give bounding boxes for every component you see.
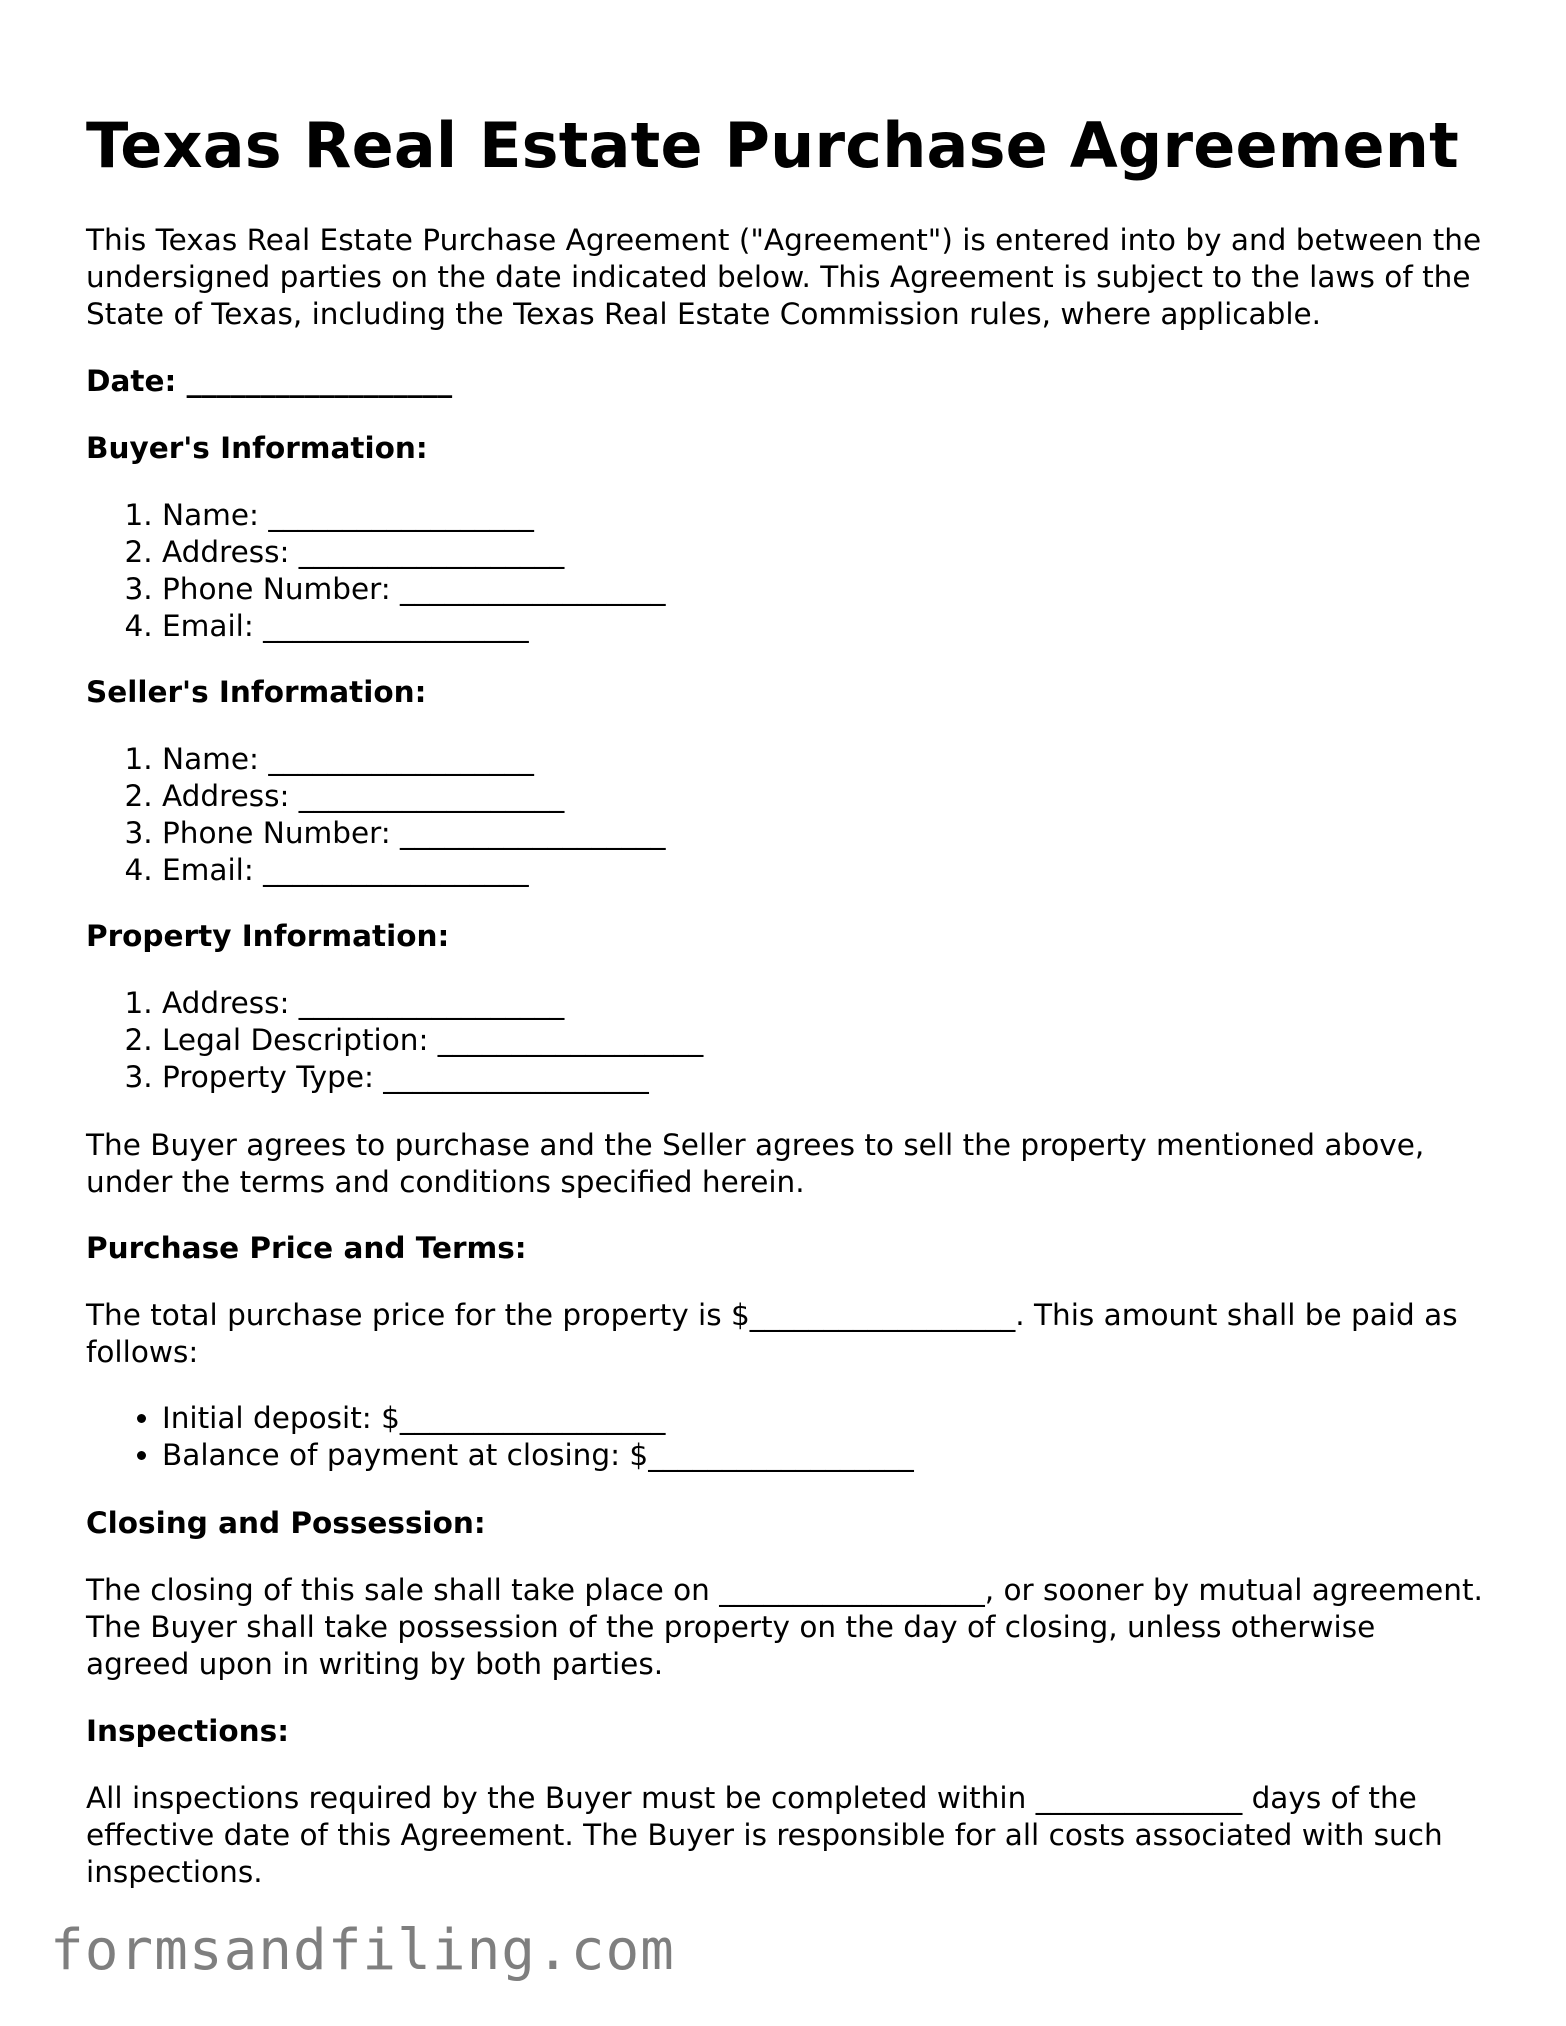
purchase-paragraph: The total purchase price for the property is $__________________. This amount shall be paid as follows:: [86, 1298, 1458, 1369]
buyer-info-list: [86, 497, 1486, 645]
watermark: formsandfiling.com: [50, 1918, 675, 1983]
initial-deposit-field: • Initial deposit: $__________________: [162, 1400, 1486, 1437]
property-heading: Property Information:: [86, 919, 450, 953]
seller-phone-field: 3. Phone Number: __________________: [162, 815, 1486, 852]
seller-email-field: 4. Email: __________________: [162, 852, 1486, 889]
buyer-heading: Buyer's Information:: [86, 431, 428, 465]
agreement-paragraph: The Buyer agrees to purchase and the Seller agrees to sell the property mentioned above, under the terms and conditions specified herein.: [86, 1128, 1425, 1199]
property-info-list: [86, 985, 1486, 1096]
intro-paragraph: This Texas Real Estate Purchase Agreement ("Agreement") is entered into by and between the undersigned parties on the date indicated below. This Agreement is subject to the laws of the State of Texas, including the Texas Real Estate Commission rules, where applicable.: [86, 223, 1482, 331]
property-address-field: 1. Address: __________________: [162, 985, 1486, 1022]
seller-info-list: [86, 741, 1486, 889]
buyer-phone-field: 3. Phone Number: __________________: [162, 571, 1486, 608]
closing-heading: Closing and Possession:: [86, 1506, 486, 1540]
payment-list: [86, 1400, 1486, 1474]
buyer-name-field: 1. Name: __________________: [162, 497, 1486, 534]
balance-payment-field: • Balance of payment at closing: $__________________: [162, 1437, 1486, 1474]
buyer-address-field: 2. Address: __________________: [162, 534, 1486, 571]
seller-heading: Seller's Information:: [86, 675, 427, 709]
property-type-field: 3. Property Type: __________________: [162, 1059, 1486, 1096]
inspections-heading: Inspections:: [86, 1714, 289, 1748]
purchase-heading: Purchase Price and Terms:: [86, 1231, 527, 1265]
date-field: Date: __________________: [86, 364, 453, 398]
seller-address-field: 2. Address: __________________: [162, 778, 1486, 815]
seller-name-field: 1. Name: __________________: [162, 741, 1486, 778]
buyer-email-field: 4. Email: __________________: [162, 608, 1486, 645]
inspections-paragraph: All inspections required by the Buyer must be completed within ______________ days of the effective date of this Agreement. The Buyer is responsible for all costs associated with such inspections.: [86, 1781, 1443, 1889]
page-title: Texas Real Estate Purchase Agreement: [86, 109, 1459, 182]
closing-paragraph: The closing of this sale shall take place on __________________, or sooner by mutual agreement. The Buyer shall take possession of the property on the day of closing, unless otherwise agreed upon in writing by both parties.: [86, 1573, 1483, 1681]
property-legal-description-field: 2. Legal Description: __________________: [162, 1022, 1486, 1059]
